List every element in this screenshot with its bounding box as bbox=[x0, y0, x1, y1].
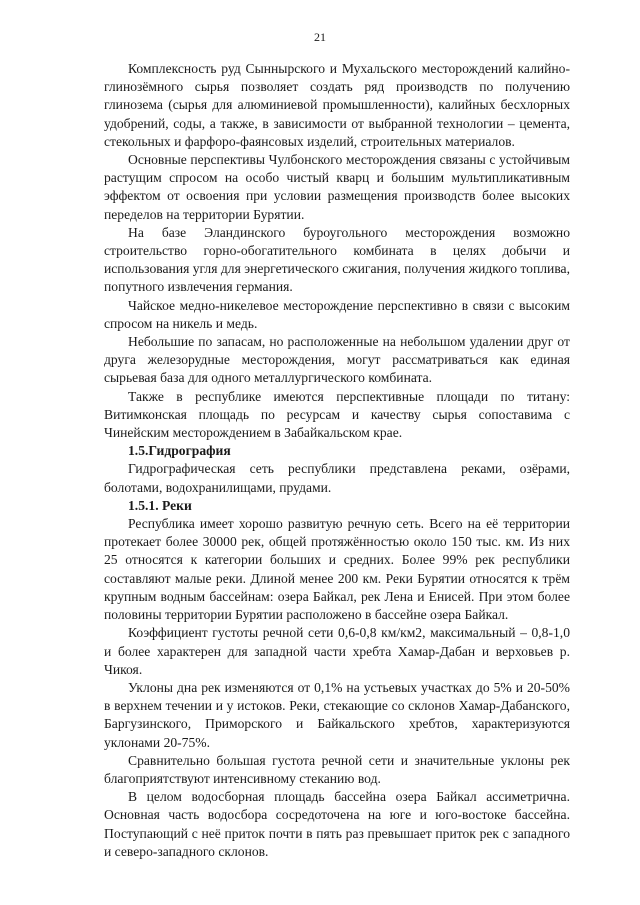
paragraph-chulbon-deposit: Основные перспективы Чулбонского месторождения связаны с устойчивым растущим спросом на особо чистый кварц и большим мультипликативным эффектом от освоения при условии размещения производств более высоких переделов на территории Бурятии. bbox=[104, 152, 570, 222]
section-heading-rivers: 1.5.1. Реки bbox=[128, 497, 192, 513]
paragraph-river-slopes: Уклоны дна рек изменяются от 0,1% на устьевых участках до 5% и 20-50% в верхнем течении и у истоков. Реки, стекающие со склонов Хамар-Дабанского, Баргузинского, Приморского и Байкальского хребтов, характеризуются уклонами 20-75%. bbox=[104, 679, 570, 750]
paragraph-titanium: Также в республике имеются перспективные площади по титану: Витимконская площадь по ресурсам и качеству сырья сопоставима с Чинейским месторождением в Забайкальском крае. bbox=[104, 388, 570, 441]
paragraph-iron-ore: Небольшие по запасам, но расположенные на небольшом удалении друг от друга железорудные месторождения, могут рассматриваться как единая сырьевая база для одного металлургического комбината. bbox=[104, 334, 570, 386]
paragraph-density-coefficient: Коэффициент густоты речной сети 0,6-0,8 км/км2, максимальный – 0,8-1,0 и более характерен для западной части хребта Хамар-Дабан и верховьев р. Чикоя. bbox=[104, 625, 570, 677]
page-body bbox=[104, 60, 570, 861]
paragraph-ore-complexity: Комплексность руд Сыннырского и Мухальского месторождений калийно- глинозёмного сырья позволяет создать ряд производств по получению глинозема (сырья для алюминиевой промышленности), калийных бесхлорных удобрений, соды, а также, в зависимости от выбранной технологии – цемента, стекольных и фарфоро-фаянсовых изделий, строительных материалов. bbox=[104, 61, 570, 149]
paragraph-elanda-coal: На базе Эландинского буроугольного месторождения возможно строительство горно-обогатительного комбината в целях добычи и использования угля для энергетического сжигания, получения жидкого топлива, попутного извлечения германия. bbox=[104, 224, 570, 295]
paragraph-river-network: Республика имеет хорошо развитую речную сеть. Всего на её территории протекает более 30000 рек, общей протяжённостью около 150 тыс. км. Из них 25 относятся к категории больших и средних. Более 99% рек республики составляют малые реки. Длиной менее 200 км. Реки Бурятии относятся к трём крупным водным бассейнам: озера Байкал, рек Лена и Енисей. При этом более половины территории Бурятии расположено в бассейне озера Байкал. bbox=[104, 516, 570, 623]
page-number: 21 bbox=[314, 30, 326, 44]
paragraph-baikal-basin: В целом водосборная площадь бассейна озера Байкал ассиметрична. Основная часть водосбора сосредоточена на юге и юго-востоке бассейна. Поступающий с неё приток почти в пять раз превышает приток рек с западного и северо-западного склонов. bbox=[104, 789, 570, 859]
paragraph-chaya-copper-nickel: Чайское медно-никелевое месторождение перспективно в связи с высоким спросом на никель и медь. bbox=[104, 297, 570, 331]
section-heading-hydrography: 1.5.Гидрография bbox=[128, 443, 231, 459]
paragraph-runoff: Сравнительно большая густота речной сети и значительные уклоны рек благоприятствуют интенсивному стеканию вод. bbox=[104, 752, 570, 786]
paragraph-hydro-network: Гидрографическая сеть республики представлена реками, озёрами, болотами, водохранилищами, прудами. bbox=[104, 461, 570, 495]
